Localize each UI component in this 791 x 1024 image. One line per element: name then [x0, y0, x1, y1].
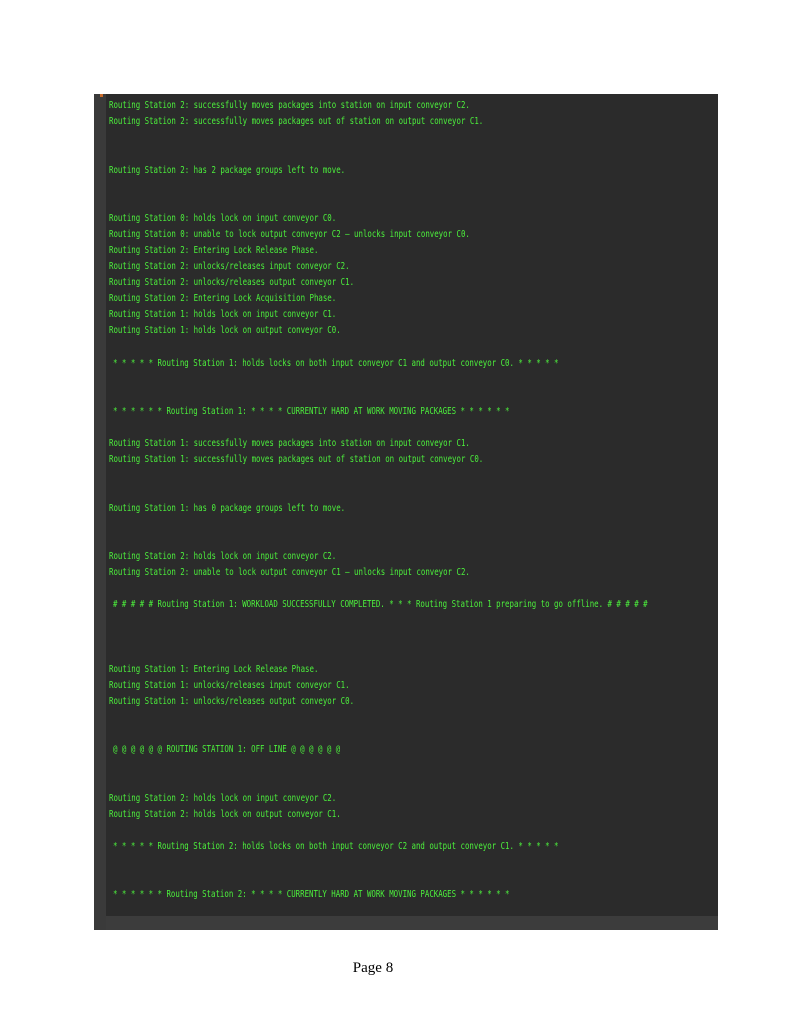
console-line: Routing Station 2: successfully moves packages into station on input conveyor C2. — [109, 100, 470, 111]
console-line: Routing Station 1: holds lock on input conveyor C1. — [109, 309, 337, 320]
console-line: * * * * * * Routing Station 1: * * * * CURRENTLY HARD AT WORK MOVING PACKAGES * * * * * * — [113, 406, 510, 417]
console-line: Routing Station 0: holds lock on input conveyor C0. — [109, 213, 337, 224]
console-line: * * * * * Routing Station 1: holds locks on both input conveyor C1 and output conveyor C0. * * * * * — [113, 358, 559, 369]
console-line: * * * * * Routing Station 2: holds locks on both input conveyor C2 and output conveyor C1. * * * * * — [113, 841, 559, 852]
console-gutter — [94, 94, 106, 930]
horizontal-scrollbar[interactable] — [106, 916, 718, 930]
console-line: * * * * * * Routing Station 2: * * * * CURRENTLY HARD AT WORK MOVING PACKAGES * * * * * * — [113, 889, 510, 900]
gutter-marker — [100, 94, 103, 97]
console-line: Routing Station 2: Entering Lock Acquisition Phase. — [109, 293, 337, 304]
console-output-window[interactable] — [94, 94, 718, 930]
console-line: Routing Station 2: successfully moves packages out of station on output conveyor C1. — [109, 116, 484, 127]
console-line: Routing Station 1: unlocks/releases input conveyor C1. — [109, 680, 350, 691]
console-line: Routing Station 1: has 0 package groups left to move. — [109, 503, 346, 514]
console-line: @ @ @ @ @ @ ROUTING STATION 1: OFF LINE @ @ @ @ @ @ — [113, 744, 341, 755]
console-line: Routing Station 2: unlocks/releases output conveyor C1. — [109, 277, 355, 288]
console-line: Routing Station 2: Entering Lock Release Phase. — [109, 245, 319, 256]
console-line: Routing Station 2: holds lock on output conveyor C1. — [109, 809, 341, 820]
console-line: Routing Station 1: Entering Lock Release Phase. — [109, 664, 319, 675]
console-line: Routing Station 1: unlocks/releases output conveyor C0. — [109, 696, 355, 707]
console-line: Routing Station 2: holds lock on input conveyor C2. — [109, 793, 337, 804]
console-line: Routing Station 1: holds lock on output conveyor C0. — [109, 325, 341, 336]
console-line: Routing Station 2: unable to lock output conveyor C1 – unlocks input conveyor C2. — [109, 567, 470, 578]
console-line: Routing Station 2: holds lock on input conveyor C2. — [109, 551, 337, 562]
console-line: Routing Station 0: unable to lock output conveyor C2 – unlocks input conveyor C0. — [109, 229, 470, 240]
console-line: Routing Station 2: has 2 package groups left to move. — [109, 165, 346, 176]
page-number: Page 8 — [352, 960, 394, 976]
console-line: Routing Station 2: unlocks/releases input conveyor C2. — [109, 261, 350, 272]
console-line: # # # # # Routing Station 1: WORKLOAD SUCCESSFULLY COMPLETED. * * * Routing Station 1 preparing to go offline. # # # # # — [113, 599, 648, 610]
console-line: Routing Station 1: successfully moves packages into station on input conveyor C1. — [109, 438, 470, 449]
console-line: Routing Station 1: successfully moves packages out of station on output conveyor C0. — [109, 454, 484, 465]
